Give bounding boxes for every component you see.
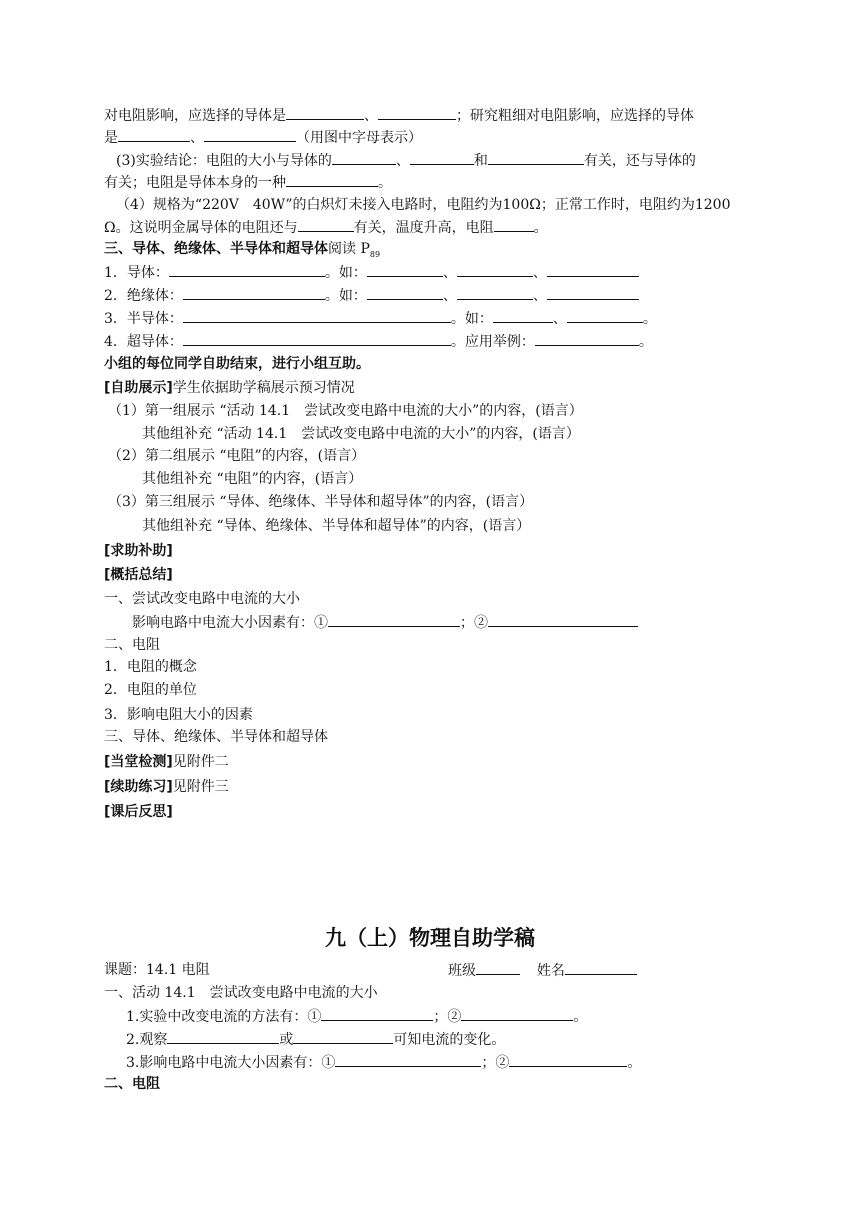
label: 1．导体： <box>104 265 169 281</box>
heading: [当堂检测] <box>104 754 173 770</box>
blank[interactable] <box>461 1006 573 1021</box>
blank[interactable] <box>457 285 533 300</box>
line-1 <box>104 105 694 126</box>
text: 阅读 P <box>328 241 370 257</box>
sheet-class-name <box>448 960 637 981</box>
text: 。 <box>378 175 392 191</box>
name-label: 姓名 <box>536 963 565 979</box>
section-3-heading <box>104 239 380 265</box>
blank[interactable] <box>535 331 639 346</box>
text: 、 <box>442 265 457 281</box>
blank[interactable] <box>410 150 474 165</box>
sheet-q2 <box>126 1029 505 1050</box>
blank[interactable] <box>367 262 443 277</box>
summary-s3: 三、导体、绝缘体、半导体和超导体 <box>104 729 328 745</box>
show-row: （2）第二组展示 “电阻”的内容，(语言） <box>108 448 366 464</box>
show-row: （1）第一组展示 “活动 14.1 尝试改变电路中电流的大小”的内容，(语言） <box>108 403 583 419</box>
blank[interactable] <box>321 1006 433 1021</box>
text: 。 <box>627 1055 642 1071</box>
sheet-title: 九（上）物理自助学稿 <box>325 926 535 950</box>
class-label: 班级 <box>448 963 476 979</box>
text: 有关，温度升高，电阻 <box>353 220 494 236</box>
text: ；② <box>460 615 488 631</box>
summary-heading: [概括总结] <box>104 567 173 583</box>
summary-i2: 2．电阻的单位 <box>104 682 197 698</box>
summary-factors <box>132 612 638 633</box>
check-line <box>104 752 229 772</box>
text: 可知电流的变化。 <box>393 1032 506 1048</box>
text: 。如： <box>450 311 493 327</box>
text: 。如： <box>324 288 367 304</box>
blank[interactable] <box>286 172 378 187</box>
blank[interactable] <box>367 285 443 300</box>
text: （用图中字母表示） <box>296 130 422 146</box>
text: 。 <box>573 1009 588 1025</box>
text: 、 <box>395 153 410 169</box>
name-field[interactable] <box>565 960 637 975</box>
show-heading <box>104 378 355 398</box>
label: 3．半导体： <box>104 311 183 327</box>
label: 2．绝缘体： <box>104 288 183 304</box>
blank[interactable] <box>457 262 533 277</box>
blank[interactable] <box>169 262 325 277</box>
text: 1.实验中改变电流的方法有：① <box>126 1009 322 1025</box>
summary-i1: 1．电阻的概念 <box>104 659 197 675</box>
heading: 三、导体、绝缘体、半导体和超导体 <box>104 241 328 257</box>
blank[interactable] <box>332 150 396 165</box>
text: 见附件三 <box>172 779 229 795</box>
text: 、 <box>364 108 378 124</box>
text: 和 <box>473 153 488 169</box>
blank[interactable] <box>183 331 451 346</box>
line-3 <box>116 150 696 171</box>
text: ；② <box>481 1055 510 1071</box>
text: 、 <box>190 130 204 146</box>
group-note: 小组的每位同学自助结束，进行小组互助。 <box>104 356 370 372</box>
text: 、 <box>442 288 457 304</box>
text: 、 <box>552 311 567 327</box>
item-superconductor <box>104 331 653 352</box>
item-insulator <box>104 285 639 306</box>
sheet-q3 <box>126 1052 641 1073</box>
line-6 <box>104 217 548 238</box>
text: 2.观察 <box>126 1032 168 1048</box>
blank[interactable] <box>509 1052 627 1067</box>
text: 、 <box>532 265 547 281</box>
text: (3)实验结论：电阻的大小与导体的 <box>116 153 332 169</box>
page-number: 89 <box>369 249 381 259</box>
text: 。 <box>533 220 548 236</box>
blank[interactable] <box>167 1029 279 1044</box>
show-row: 其他组补充 “导体、绝缘体、半导体和超导体”的内容，(语言） <box>142 518 531 534</box>
text: Ω。这说明金属导体的电阻还与 <box>104 220 298 236</box>
blank[interactable] <box>298 217 354 232</box>
blank[interactable] <box>493 308 553 323</box>
text: 见附件二 <box>172 754 229 770</box>
blank[interactable] <box>293 1029 393 1044</box>
text: ；② <box>433 1009 462 1025</box>
heading: [自助展示] <box>104 380 173 396</box>
blank[interactable] <box>567 308 643 323</box>
sheet-activity: 一、活动 14.1 尝试改变电路中电流的大小 <box>104 985 378 1001</box>
sheet-section-2: 二、电阻 <box>104 1076 160 1092</box>
blank[interactable] <box>494 217 534 232</box>
blank[interactable] <box>328 612 460 627</box>
blank[interactable] <box>547 262 639 277</box>
text: 或 <box>279 1032 294 1048</box>
text: 是 <box>104 130 118 146</box>
reflect-heading: [课后反思] <box>104 804 173 820</box>
blank[interactable] <box>183 285 325 300</box>
text: 有关，还与导体的 <box>583 153 696 169</box>
summary-i3: 3．影响电阻大小的因素 <box>104 707 253 723</box>
line-5: （4）规格为“220V 40W”的白炽灯未接入电路时，电阻约为100Ω；正常工作时，电阻约为1200 <box>116 197 731 213</box>
item-conductor <box>104 262 639 283</box>
show-row: 其他组补充 “电阻”的内容，(语言） <box>142 471 363 487</box>
blank[interactable] <box>378 105 456 120</box>
show-row: 其他组补充 “活动 14.1 尝试改变电路中电流的大小”的内容，(语言） <box>142 426 580 442</box>
sheet-topic: 课题：14.1 电阻 <box>104 962 210 978</box>
text: 。如： <box>324 265 367 281</box>
sheet-q1 <box>126 1006 587 1027</box>
show-row: （3）第三组展示 “导体、绝缘体、半导体和超导体”的内容，(语言） <box>108 494 534 510</box>
text: 3.影响电路中电流大小因素有：① <box>126 1055 336 1071</box>
text: 学生依据助学稿展示预习情况 <box>172 380 355 396</box>
blank[interactable] <box>547 285 639 300</box>
text: 对电阻影响，应选择的导体是 <box>104 108 286 124</box>
text: 影响电路中电流大小因素有：① <box>132 615 328 631</box>
text: 。 <box>642 311 657 327</box>
heading: [续助练习] <box>104 779 173 795</box>
blank[interactable] <box>335 1052 481 1067</box>
line-2 <box>104 127 422 148</box>
summary-s2: 二、电阻 <box>104 637 160 653</box>
blank[interactable] <box>118 127 190 142</box>
summary-s1: 一、尝试改变电路中电流的大小 <box>104 591 300 607</box>
text: ；研究粗细对电阻影响，应选择的导体 <box>456 108 694 124</box>
blank[interactable] <box>183 308 451 323</box>
text: 有关；电阻是导体本身的一种 <box>104 175 286 191</box>
blank[interactable] <box>286 105 364 120</box>
text: 。 <box>638 334 653 350</box>
item-semiconductor <box>104 308 657 329</box>
blank[interactable] <box>488 612 638 627</box>
blank[interactable] <box>488 150 584 165</box>
label: 4．超导体： <box>104 334 183 350</box>
text: 、 <box>532 288 547 304</box>
practice-line <box>104 777 229 797</box>
class-field[interactable] <box>476 960 520 975</box>
text: 。应用举例： <box>450 334 535 350</box>
help-heading: [求助补助] <box>104 543 173 559</box>
line-4 <box>104 172 392 193</box>
blank[interactable] <box>204 127 296 142</box>
